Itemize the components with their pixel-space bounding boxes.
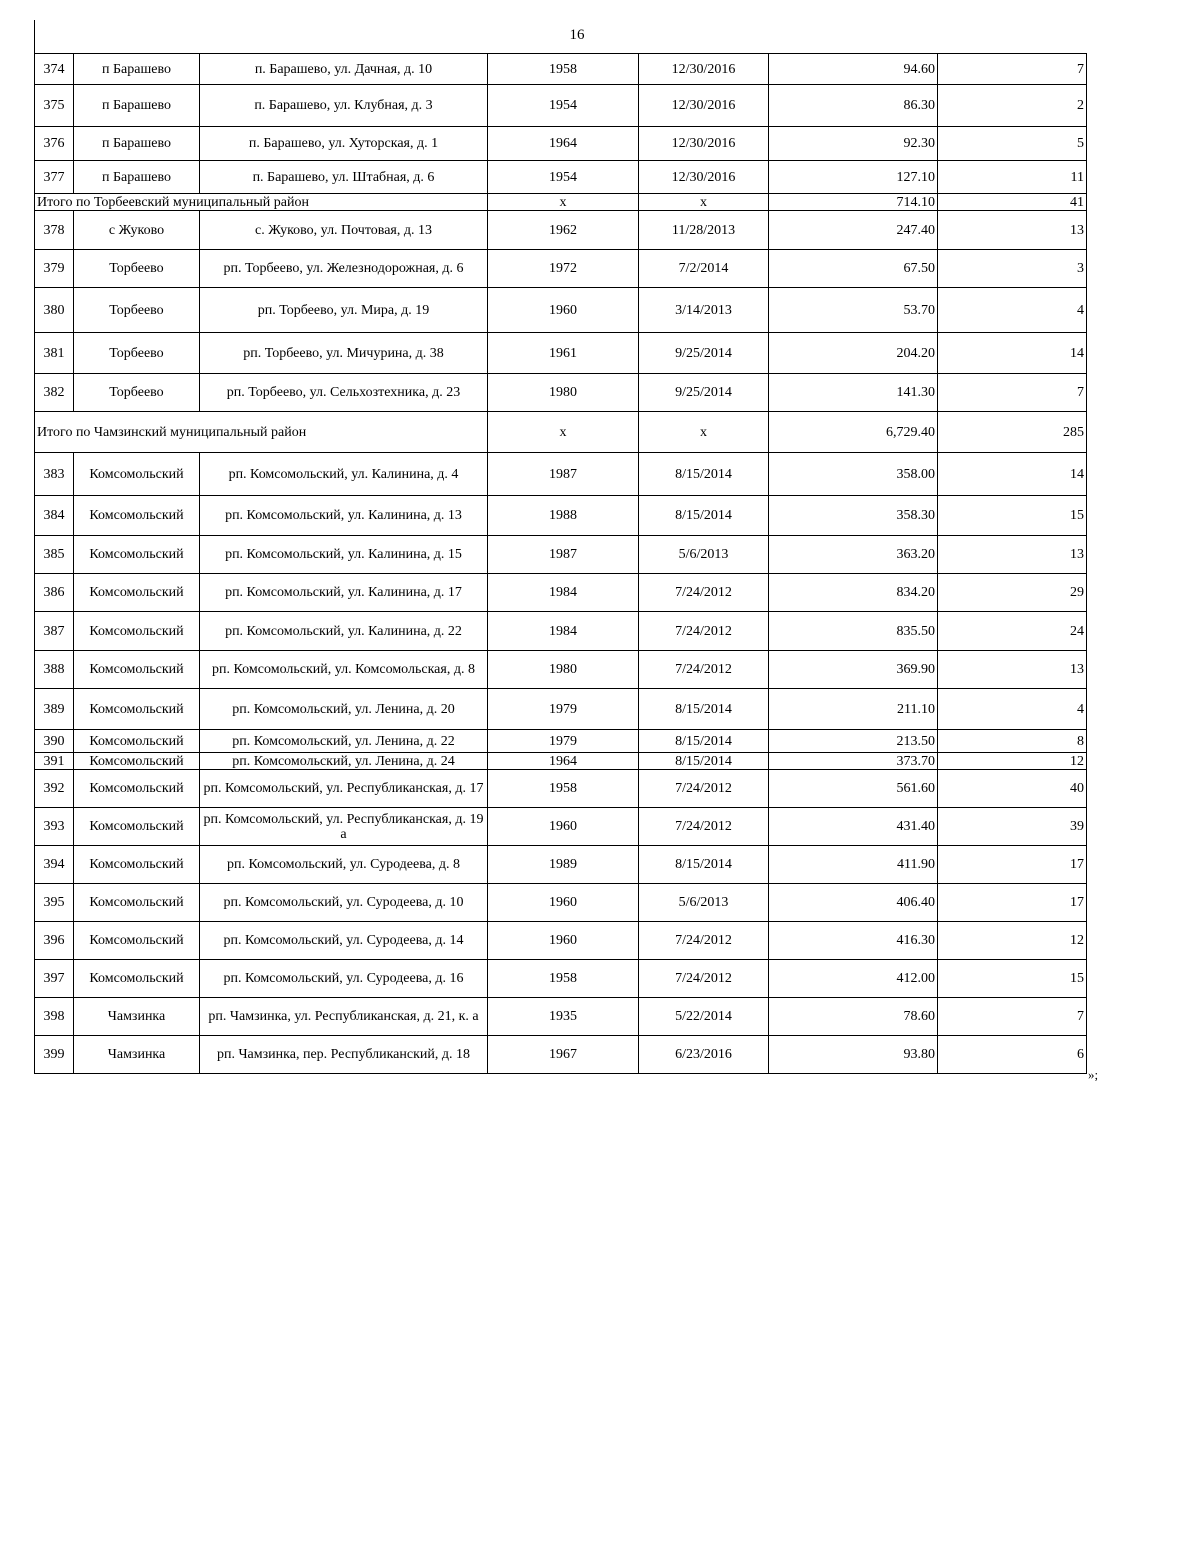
address-cell: рп. Комсомольский, ул. Калинина, д. 15 [200,536,488,574]
locality-cell: п Барашево [74,127,200,161]
year-cell: 1987 [488,536,639,574]
count-cell: 5 [938,127,1087,161]
row-number: 397 [35,960,74,998]
row-number: 388 [35,651,74,689]
address-cell: рп. Торбеево, ул. Мира, д. 19 [200,288,488,333]
locality-cell: Комсомольский [74,730,200,753]
count-cell: 4 [938,288,1087,333]
count-cell: 29 [938,574,1087,612]
row-number: 393 [35,808,74,846]
locality-cell: Комсомольский [74,574,200,612]
address-cell: п. Барашево, ул. Штабная, д. 6 [200,161,488,194]
date-cell: 12/30/2016 [639,85,769,127]
table-row [35,333,1087,374]
table-row [35,651,1087,689]
table-row [35,250,1087,288]
date-cell: 8/15/2014 [639,496,769,536]
area-cell: 204.20 [769,333,938,374]
count-cell: 15 [938,960,1087,998]
area-cell: 406.40 [769,884,938,922]
area-cell: 561.60 [769,770,938,808]
count-cell: 14 [938,333,1087,374]
locality-cell: Торбеево [74,288,200,333]
area-cell: 78.60 [769,998,938,1036]
count-cell: 4 [938,689,1087,730]
address-cell: рп. Чамзинка, пер. Республиканский, д. 18 [200,1036,488,1074]
year-cell: 1988 [488,496,639,536]
total-label: Итого по Торбеевский муниципальный район [35,194,488,211]
locality-cell: Комсомольский [74,689,200,730]
area-cell: 714.10 [769,194,938,211]
table-row [35,998,1087,1036]
row-number: 391 [35,753,74,770]
count-cell: 17 [938,884,1087,922]
date-cell: 5/6/2013 [639,536,769,574]
count-cell: 3 [938,250,1087,288]
year-cell: 1964 [488,127,639,161]
address-cell: п. Барашево, ул. Клубная, д. 3 [200,85,488,127]
date-cell: 11/28/2013 [639,211,769,250]
table-row [35,496,1087,536]
table-row [35,960,1087,998]
count-cell: 8 [938,730,1087,753]
year-cell: 1984 [488,612,639,651]
locality-cell: Комсомольский [74,612,200,651]
row-number: 386 [35,574,74,612]
count-cell: 13 [938,651,1087,689]
locality-cell: Комсомольский [74,960,200,998]
count-cell: 14 [938,453,1087,496]
area-cell: 363.20 [769,536,938,574]
year-cell: 1980 [488,651,639,689]
row-number: 392 [35,770,74,808]
area-cell: 86.30 [769,85,938,127]
count-cell: 12 [938,922,1087,960]
date-cell: 5/22/2014 [639,998,769,1036]
year-cell: 1989 [488,846,639,884]
year-cell: 1958 [488,960,639,998]
locality-cell: Комсомольский [74,496,200,536]
row-number: 381 [35,333,74,374]
count-cell: 7 [938,54,1087,85]
registry-body [35,54,1087,1074]
year-cell: 1960 [488,808,639,846]
address-cell: рп. Комсомольский, ул. Суродеева, д. 10 [200,884,488,922]
table-row [35,288,1087,333]
count-cell: 13 [938,536,1087,574]
locality-cell: Комсомольский [74,846,200,884]
date-cell: 7/2/2014 [639,250,769,288]
date-cell: 7/24/2012 [639,960,769,998]
area-cell: 412.00 [769,960,938,998]
area-cell: 213.50 [769,730,938,753]
area-cell: 431.40 [769,808,938,846]
count-cell: 15 [938,496,1087,536]
year-cell: 1958 [488,54,639,85]
count-cell: 17 [938,846,1087,884]
year-cell: x [488,194,639,211]
date-cell: 8/15/2014 [639,730,769,753]
row-number: 399 [35,1036,74,1074]
address-cell: рп. Комсомольский, ул. Суродеева, д. 16 [200,960,488,998]
locality-cell: Комсомольский [74,808,200,846]
page-number: 16 [569,27,585,43]
year-cell: 1987 [488,453,639,496]
table-row [35,574,1087,612]
count-cell: 7 [938,374,1087,412]
date-cell: x [639,412,769,453]
date-cell: x [639,194,769,211]
area-cell: 127.10 [769,161,938,194]
table-row [35,453,1087,496]
address-cell: п. Барашево, ул. Дачная, д. 10 [200,54,488,85]
year-cell: 1979 [488,730,639,753]
row-number: 384 [35,496,74,536]
locality-cell: Торбеево [74,250,200,288]
row-number: 375 [35,85,74,127]
date-cell: 3/14/2013 [639,288,769,333]
locality-cell: Комсомольский [74,922,200,960]
area-cell: 247.40 [769,211,938,250]
year-cell: 1958 [488,770,639,808]
year-cell: 1960 [488,884,639,922]
address-cell: рп. Комсомольский, ул. Ленина, д. 24 [200,753,488,770]
area-cell: 93.80 [769,1036,938,1074]
area-cell: 358.30 [769,496,938,536]
table-row [35,85,1087,127]
date-cell: 7/24/2012 [639,808,769,846]
address-cell: рп. Комсомольский, ул. Комсомольская, д. 8 [200,651,488,689]
year-cell: 1984 [488,574,639,612]
table-row [35,1036,1087,1074]
total-row [35,412,1087,453]
address-cell: п. Барашево, ул. Хуторская, д. 1 [200,127,488,161]
address-cell: с. Жуково, ул. Почтовая, д. 13 [200,211,488,250]
year-cell: 1967 [488,1036,639,1074]
closing-mark: »; [1088,1067,1099,1082]
year-cell: 1954 [488,85,639,127]
locality-cell: Чамзинка [74,1036,200,1074]
table-row [35,846,1087,884]
year-cell: 1960 [488,922,639,960]
date-cell: 9/25/2014 [639,374,769,412]
row-number: 383 [35,453,74,496]
row-number: 389 [35,689,74,730]
table-row [35,730,1087,753]
count-cell: 7 [938,998,1087,1036]
area-cell: 211.10 [769,689,938,730]
table-row [35,770,1087,808]
table-row [35,922,1087,960]
locality-cell: Комсомольский [74,884,200,922]
row-number: 379 [35,250,74,288]
table-row [35,612,1087,651]
table-row [35,211,1087,250]
row-number: 398 [35,998,74,1036]
row-number: 382 [35,374,74,412]
address-cell: рп. Торбеево, ул. Мичурина, д. 38 [200,333,488,374]
area-cell: 373.70 [769,753,938,770]
table-row [35,753,1087,770]
total-row [35,194,1087,211]
address-cell: рп. Комсомольский, ул. Калинина, д. 4 [200,453,488,496]
locality-cell: Комсомольский [74,453,200,496]
table-row [35,536,1087,574]
locality-cell: п Барашево [74,161,200,194]
area-cell: 358.00 [769,453,938,496]
row-number: 378 [35,211,74,250]
address-cell: рп. Комсомольский, ул. Калинина, д. 17 [200,574,488,612]
count-cell: 285 [938,412,1087,453]
address-cell: рп. Торбеево, ул. Железнодорожная, д. 6 [200,250,488,288]
year-cell: 1954 [488,161,639,194]
area-cell: 67.50 [769,250,938,288]
row-number: 385 [35,536,74,574]
table-row [35,127,1087,161]
address-cell: рп. Комсомольский, ул. Ленина, д. 22 [200,730,488,753]
row-number: 374 [35,54,74,85]
row-number: 387 [35,612,74,651]
count-cell: 11 [938,161,1087,194]
date-cell: 9/25/2014 [639,333,769,374]
year-cell: 1961 [488,333,639,374]
locality-cell: Торбеево [74,374,200,412]
table-row [35,54,1087,85]
locality-cell: Комсомольский [74,753,200,770]
address-cell: рп. Комсомольский, ул. Калинина, д. 22 [200,612,488,651]
row-number: 394 [35,846,74,884]
date-cell: 7/24/2012 [639,574,769,612]
year-cell: 1960 [488,288,639,333]
locality-cell: Комсомольский [74,770,200,808]
row-number: 396 [35,922,74,960]
area-cell: 416.30 [769,922,938,960]
row-number: 376 [35,127,74,161]
locality-cell: п Барашево [74,85,200,127]
area-cell: 369.90 [769,651,938,689]
area-cell: 92.30 [769,127,938,161]
locality-cell: Торбеево [74,333,200,374]
area-cell: 835.50 [769,612,938,651]
address-cell: рп. Комсомольский, ул. Ленина, д. 20 [200,689,488,730]
year-cell: 1964 [488,753,639,770]
address-cell: рп. Комсомольский, ул. Калинина, д. 13 [200,496,488,536]
year-cell: 1972 [488,250,639,288]
area-cell: 141.30 [769,374,938,412]
date-cell: 7/24/2012 [639,651,769,689]
year-cell: 1980 [488,374,639,412]
count-cell: 40 [938,770,1087,808]
year-cell: x [488,412,639,453]
housing-registry-table [34,53,1087,1074]
date-cell: 8/15/2014 [639,689,769,730]
total-label: Итого по Чамзинский муниципальный район [35,412,488,453]
date-cell: 7/24/2012 [639,922,769,960]
area-cell: 834.20 [769,574,938,612]
table-row [35,808,1087,846]
address-cell: рп. Комсомольский, ул. Суродеева, д. 8 [200,846,488,884]
count-cell: 6 [938,1036,1087,1074]
address-cell: рп. Чамзинка, ул. Республиканская, д. 21, к. а [200,998,488,1036]
date-cell: 8/15/2014 [639,846,769,884]
date-cell: 7/24/2012 [639,612,769,651]
locality-cell: п Барашево [74,54,200,85]
date-cell: 12/30/2016 [639,127,769,161]
date-cell: 7/24/2012 [639,770,769,808]
locality-cell: Комсомольский [74,536,200,574]
row-number: 380 [35,288,74,333]
year-cell: 1935 [488,998,639,1036]
year-cell: 1979 [488,689,639,730]
date-cell: 5/6/2013 [639,884,769,922]
area-cell: 94.60 [769,54,938,85]
table-row [35,689,1087,730]
row-number: 390 [35,730,74,753]
date-cell: 8/15/2014 [639,753,769,770]
date-cell: 8/15/2014 [639,453,769,496]
year-cell: 1962 [488,211,639,250]
count-cell: 13 [938,211,1087,250]
date-cell: 12/30/2016 [639,161,769,194]
date-cell: 12/30/2016 [639,54,769,85]
locality-cell: с Жуково [74,211,200,250]
count-cell: 39 [938,808,1087,846]
address-cell: рп. Комсомольский, ул. Республиканская, д. 19 а [200,808,488,846]
area-cell: 53.70 [769,288,938,333]
date-cell: 6/23/2016 [639,1036,769,1074]
address-cell: рп. Комсомольский, ул. Республиканская, д. 17 [200,770,488,808]
table-row [35,884,1087,922]
area-cell: 6,729.40 [769,412,938,453]
address-cell: рп. Комсомольский, ул. Суродеева, д. 14 [200,922,488,960]
locality-cell: Комсомольский [74,651,200,689]
address-cell: рп. Торбеево, ул. Сельхозтехника, д. 23 [200,374,488,412]
table-row [35,374,1087,412]
count-cell: 12 [938,753,1087,770]
area-cell: 411.90 [769,846,938,884]
count-cell: 41 [938,194,1087,211]
row-number: 377 [35,161,74,194]
row-number: 395 [35,884,74,922]
count-cell: 2 [938,85,1087,127]
count-cell: 24 [938,612,1087,651]
locality-cell: Чамзинка [74,998,200,1036]
table-row [35,161,1087,194]
